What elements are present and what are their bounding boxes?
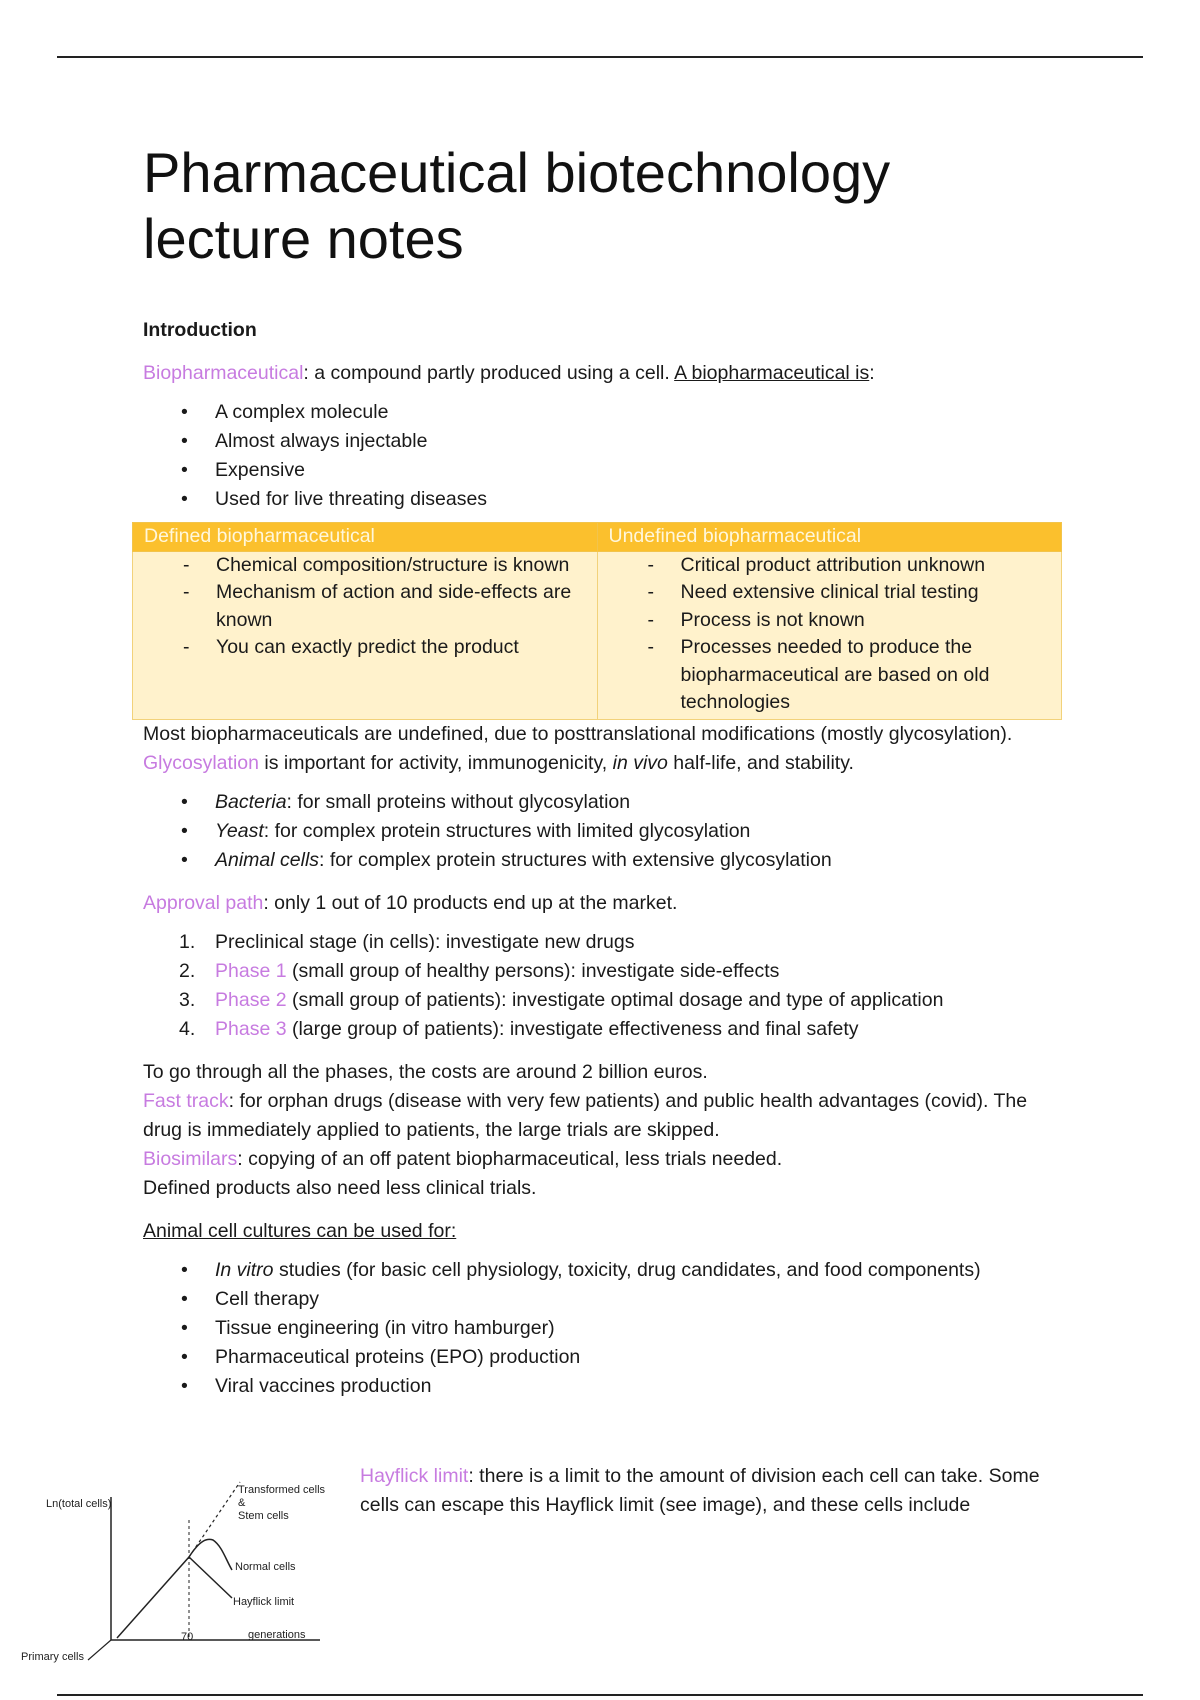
list-item: • Animal cells: for complex protein structures with extensive glycosylation bbox=[143, 846, 1063, 875]
origin-label: Primary cells bbox=[21, 1651, 84, 1663]
intro-heading: Introduction bbox=[143, 319, 257, 341]
origin-tick bbox=[88, 1640, 111, 1660]
y-axis-label: Ln(total cells) bbox=[46, 1498, 112, 1510]
hayflick-limit-label: Hayflick limit bbox=[233, 1596, 295, 1608]
costs-line: To go through all the phases, the costs are around 2 billion euros. bbox=[143, 1060, 708, 1083]
list-item: - Processes needed to produce the biopharmaceutical are based on old technologies bbox=[598, 634, 1062, 717]
animal-uses-list bbox=[143, 1256, 1063, 1401]
hayflick-limit-curve bbox=[189, 1557, 232, 1598]
page-title: Pharmaceutical biotechnology lecture notes bbox=[143, 141, 891, 270]
undefined-paragraph: Most biopharmaceuticals are undefined, due to posttranslational modifications (mostly glycosylation). Glycosylation is important for activity, immunogenicity, in vivo half-life, and stability. bbox=[143, 722, 1013, 774]
list-item: - Chemical composition/structure is known bbox=[133, 552, 597, 580]
animal-heading: Animal cell cultures can be used for: bbox=[143, 1219, 457, 1242]
list-item: - Need extensive clinical trial testing bbox=[598, 579, 1062, 607]
table-cell-defined bbox=[133, 551, 598, 719]
list-item: • Bacteria: for small proteins without glycosylation bbox=[143, 788, 1063, 817]
list-item: - You can exactly predict the product bbox=[133, 634, 597, 662]
list-item: 3. Phase 2 (small group of patients): investigate optimal dosage and type of application bbox=[179, 988, 944, 1011]
list-item: 4. Phase 3 (large group of patients): investigate effectiveness and final safety bbox=[179, 1017, 859, 1040]
hayflick-paragraph: Hayflick limit: there is a limit to the amount of division each cell can take. Some cells can escape this Hayflick limit (see image), and these cells include bbox=[360, 1465, 1040, 1516]
biopharm-properties-list bbox=[143, 398, 1063, 514]
list-item: • Tissue engineering (in vitro hamburger) bbox=[143, 1314, 1063, 1343]
table-header-defined: Defined biopharmaceutical bbox=[133, 523, 598, 552]
biopharm-definition: Biopharmaceutical: a compound partly produced using a cell. A biopharmaceutical is: bbox=[143, 362, 875, 384]
transformed-cells-curve bbox=[189, 1482, 240, 1557]
list-item: - Mechanism of action and side-effects are known bbox=[133, 579, 597, 634]
list-item: 1. Preclinical stage (in cells): investigate new drugs bbox=[179, 930, 635, 953]
tick-70-label: 70 bbox=[181, 1631, 194, 1643]
stem-cells-label: Stem cells bbox=[238, 1510, 289, 1522]
host-organisms-list bbox=[143, 788, 1063, 875]
phases-list bbox=[143, 928, 1063, 1044]
approval-path: Approval path: only 1 out of 10 products end up at the market. bbox=[143, 891, 678, 914]
ampersand-label: & bbox=[238, 1497, 246, 1509]
bottom-rule bbox=[57, 1694, 1143, 1696]
list-item: 2. Phase 1 (small group of healthy persons): investigate side-effects bbox=[179, 959, 780, 982]
biosimilars: Biosimilars: copying of an off patent biopharmaceutical, less trials needed. bbox=[143, 1147, 783, 1170]
defined-line: Defined products also need less clinical trials. bbox=[143, 1176, 537, 1199]
top-rule bbox=[57, 56, 1143, 58]
list-item: • In vitro studies (for basic cell physiology, toxicity, drug candidates, and food components) bbox=[143, 1256, 1063, 1285]
transformed-label: Transformed cells bbox=[238, 1484, 326, 1496]
growth-curve bbox=[117, 1557, 189, 1638]
list-item: • A complex molecule bbox=[143, 398, 1063, 427]
list-item: - Critical product attribution unknown bbox=[598, 552, 1062, 580]
table-header-undefined: Undefined biopharmaceutical bbox=[597, 523, 1062, 552]
list-item: • Viral vaccines production bbox=[143, 1372, 1063, 1401]
normal-cells-label: Normal cells bbox=[235, 1561, 296, 1573]
table-cell-undefined bbox=[597, 551, 1062, 719]
list-item: • Expensive bbox=[143, 456, 1063, 485]
x-axis-label: generations bbox=[248, 1629, 306, 1641]
normal-cells-curve bbox=[189, 1539, 232, 1570]
document-body bbox=[143, 140, 1063, 1401]
list-item: • Almost always injectable bbox=[143, 427, 1063, 456]
list-item: • Used for live threating diseases bbox=[143, 485, 1063, 514]
list-item: • Pharmaceutical proteins (EPO) production bbox=[143, 1343, 1063, 1372]
list-item: • Yeast: for complex protein structures with limited glycosylation bbox=[143, 817, 1063, 846]
list-item: • Cell therapy bbox=[143, 1285, 1063, 1314]
hayflick-graph bbox=[0, 1460, 360, 1670]
fast-track: Fast track: for orphan drugs (disease with very few patients) and public health advantages (covid). The drug is immediately applied to patients, the large trials are skipped. bbox=[143, 1089, 1028, 1141]
comparison-table bbox=[132, 522, 1062, 720]
list-item: - Process is not known bbox=[598, 607, 1062, 635]
